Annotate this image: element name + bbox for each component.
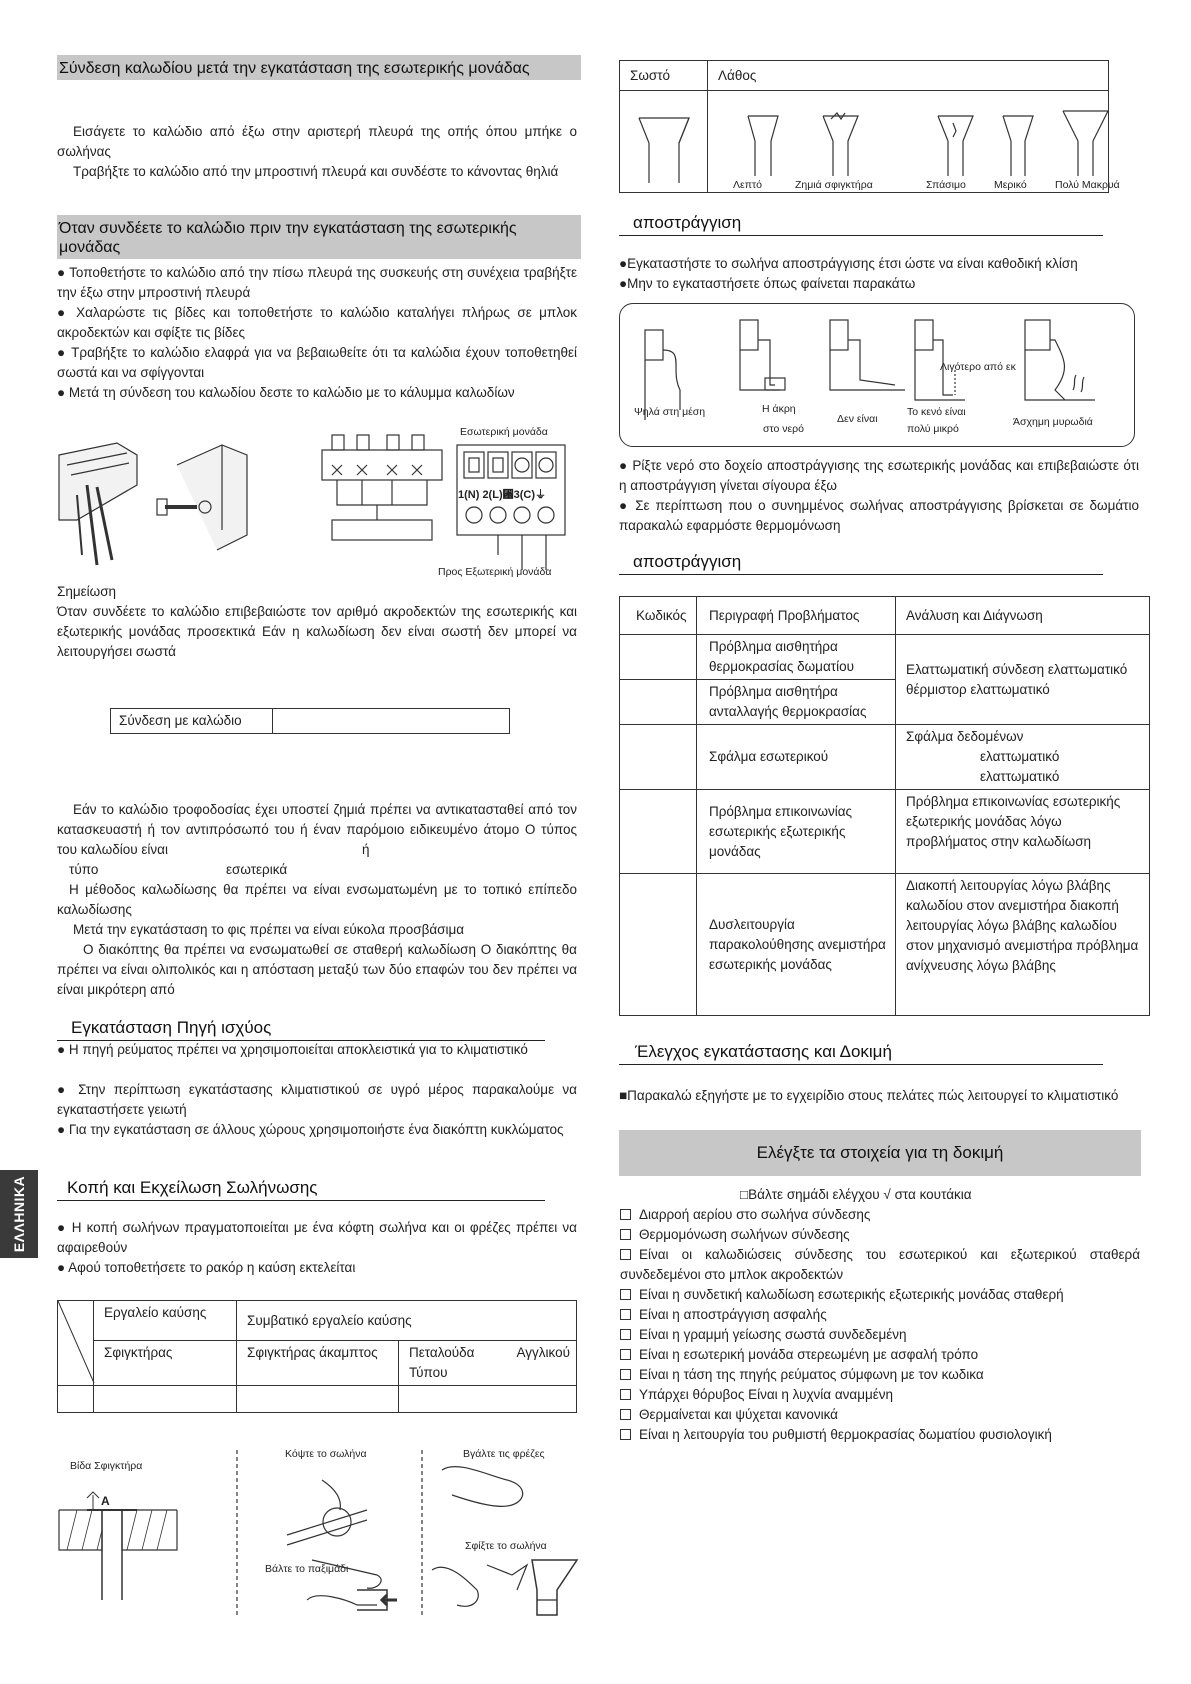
wire-connection-value [273,709,510,734]
section-title-pipe-cutting: Κοπή και Εκχείλωση Σωλήνωσης [57,1178,545,1201]
power-source-bullet-2: ● Στην περίπτωση εγκατάστασης κλιματιστικού σε υγρό μέρος παρακαλούμε να εγκαταστήσετε γειωτή [57,1082,577,1117]
tool-rigid-clamp: Σφιγκτήρας άκαμπτος [237,1341,399,1386]
err-analysis-3 [896,725,1150,790]
checkbox-8[interactable] [620,1369,631,1380]
drain-case-4 [915,320,965,400]
checkbox-2[interactable] [620,1229,631,1240]
drain-case-5 [1025,320,1095,400]
section-title-drain-1: αποστράγγιση [619,213,1103,236]
section-title-power-source: Εγκατάσταση Πηγή ισχύος [57,1018,545,1041]
checkbox-3[interactable] [620,1249,631,1260]
power-cord-text-2: Η μέθοδος καλωδίωσης θα πρέπει να είναι ενσωματωμένη με το τοπικό επίπεδο καλωδίωσης [57,882,577,917]
power-cord-or: ή [362,842,370,857]
err-code-2 [620,680,697,725]
test-checklist-header [619,1130,1141,1176]
power-cord-text-4: Ο διακόπτης θα πρέπει να ενσωματωθεί σε σταθερή καλωδίωση Ο διακόπτης θα πρέπει να είναι ολιπολικός και η απόσταση μεταξύ των δύο επαφών του δεν πρέπει να είναι μικρότερη από [57,942,577,997]
cut-pipe-label: Κόψτε το σωλήνα [285,1448,367,1460]
err-code-5 [620,874,697,1016]
err-desc-1: Πρόβλημα αισθητήρα θερμοκρασίας δωματίου [697,635,896,680]
err-header-analysis: Ανάλυση και Διάγνωση [896,597,1150,635]
check-label-10: Θερμαίνεται και ψύχεται κανονικά [639,1407,838,1422]
flare-cracked-icon [938,116,973,176]
flare-damaged-icon [823,113,858,176]
check-label-5: Είναι η αποστράγγιση ασφαλής [639,1307,827,1322]
flare-wrong-header: Λάθος [708,61,1109,91]
indoor-unit-label: Εσωτερική μονάδα [460,426,548,438]
tool-empty-0 [58,1386,94,1413]
check-item-1[interactable] [620,1205,1140,1225]
language-tab [0,1170,38,1258]
note-text: Όταν συνδέετε το καλώδιο επιβεβαιώστε τον αριθμό ακροδεκτών της εσωτερικής και εξωτερικής μονάδας προσεκτικά Εάν η καλωδίωση δεν είναι σωστή δεν μπορεί να λειτουργήσει σωστά [57,604,577,659]
check-label-6: Είναι η γραμμή γείωσης σωστά συνδεδεμένη [639,1327,907,1342]
check-label-8: Είναι η τάση της πηγής ρεύματος σύμφωνη με τον κωδικα [639,1367,984,1382]
power-source-bullet-1: ● Η πηγή ρεύματος πρέπει να χρησιμοποιείται αποκλειστικά για το κλιματιστικό [57,1042,528,1057]
power-source-bullet-3: ● Για την εγκατάσταση σε άλλους χώρους χρησιμοποιήστε ένα διακόπτη κυκλώματος [57,1122,564,1137]
tool-header-1: Εργαλείο καύσης [94,1301,237,1341]
wiring-figure [57,425,577,585]
diagonal-header-cell [58,1301,94,1386]
tool-wing-nut: Πεταλούδα Αγγλικού Τύπου [399,1341,577,1386]
remove-burrs-label: Βγάλτε τις φρέζες [463,1448,545,1460]
section-title-test: Έλεγχος εγκατάστασης και Δοκιμή [619,1042,1103,1065]
test-checklist-title: Ελέγξτε τα στοιχεία για τη δοκιμή [756,1143,1004,1162]
check-item-5[interactable] [620,1305,1140,1325]
err-code-1 [620,635,697,680]
wiring-before-bullet-3: ● Τραβήξτε το καλώδιο ελαφρά για να βεβαιωθείτε ότι τα καλώδια έχουν τοποθετηθεί σωστά και να σφίγγονται [57,345,577,380]
flare-label-partial: Μερικό [994,179,1027,191]
err-analysis-3-line-2: ελαττωματικό [980,749,1060,764]
checkbox-9[interactable] [620,1389,631,1400]
flare-too-long-icon [1063,111,1108,176]
pipe-cut-bullet-1: ● Η κοπή σωλήνων πραγματοποιείται με ένα κόφτη σωλήνα και οι φρέζες πρέπει να αφαιρεθούν [57,1220,577,1255]
check-item-3[interactable] [620,1245,1140,1285]
check-label-4: Είναι η συνδετική καλωδίωση εσωτερικής εξωτερικής μονάδας σταθερή [639,1287,1064,1302]
pipe-cut-bullet-2: ● Αφού τοποθετήσετε το ρακόρ η καύση εκτελείται [57,1260,356,1275]
divider-lines [237,1450,422,1615]
power-cord-text-1-main: Εάν το καλώδιο τροφοδοσίας έχει υποστεί ζημιά πρέπει να αντικατασταθεί από τον κατασκευαστή ή τον αντιπρόσωπό του ή έναν παρόμοιο ειδικευμένο άτομο Ο τύπος του καλωδίου είναι [57,802,577,857]
power-cord-text-3: Μετά την εγκατάσταση το φις πρέπει να είναι εύκολα προσβάσιμα [73,922,465,937]
indoor-unit-illustration [59,443,137,565]
correct-flare-icon [634,103,694,183]
tool-value-3 [399,1386,577,1413]
note-title: Σημείωση [57,584,117,599]
tool-header-2: Συμβατικό εργαλείο καύσης [237,1301,577,1341]
section-title-drain-2: αποστράγγιση [619,552,1103,575]
check-label-11: Είναι η λειτουργία του ρυθμιστή θερμοκρασίας δωματίου φυσιολογική [639,1427,1052,1442]
check-item-11[interactable] [620,1425,1160,1445]
check-item-2[interactable] [620,1225,1140,1245]
check-label-1: Διαρροή αερίου στο σωλήνα σύνδεσης [639,1207,871,1222]
check-label-3: Είναι οι καλωδιώσεις σύνδεσης του εσωτερικού και εξωτερικού σταθερά συνδεδεμένοι στο μπλοκ ακροδεκτών [620,1247,1140,1282]
drain-bullet-4: ● Σε περίπτωση που ο συνημμένος σωλήνας αποστράγγισης βρίσκεται σε δωμάτιο παρακαλώ εφαρμόστε θερμομόνωση [619,498,1139,533]
error-code-table [619,596,1150,1016]
err-desc-2: Πρόβλημα αισθητήρα ανταλλαγής θερμοκρασίας [697,680,896,725]
flare-correct-cell [620,91,708,193]
terminal-block-illustration [322,435,442,540]
check-item-10[interactable] [620,1405,1140,1425]
clamp-illustration [59,1492,177,1600]
flare-label-too-long: Πολύ Μακρυά [1055,179,1120,191]
checkbox-5[interactable] [620,1309,631,1320]
tool-value-1 [94,1386,237,1413]
err-analysis-3-line-1: Σφάλμα δεδομένων [906,729,1024,744]
insert-nut-label: Βάλτε το παξιμάδι [265,1563,349,1575]
flare-thin-icon [748,116,778,176]
terminal-numbers: 1(N) 2(L)␸3(C)⏚ [458,489,546,501]
tighten-pipe-label: Σφίξτε το σωλήνα [465,1540,547,1552]
check-label-9: Υπάρχει θόρυβος Είναι η λυχνία αναμμένη [639,1387,894,1402]
flare-label-damaged: Ζημιά σφιγκτήρα [795,179,873,191]
drain-label-in-water: στο νερό [763,423,804,435]
err-analysis-5: Διακοπή λειτουργίας λόγω βλάβης καλωδίου στον ανεμιστήρα διακοπή λειτουργίας λόγω βλάβης καλωδίου στον μηχανισμό ανεμιστήρα πρόβλημα ανίχνευσης λόγω βλάβης [896,874,1150,1016]
drain-case-2 [740,320,785,390]
flare-check-table [619,60,1109,193]
wrong-flare-icons [713,101,1113,181]
err-header-code: Κωδικός [620,597,697,635]
drain-label-gap: Το κενό είναι [907,406,966,418]
checkbox-7[interactable] [620,1349,631,1360]
err-desc-5: Δυσλειτουργία παρακολούθησης ανεμιστήρα εσωτερικής μονάδας [697,874,896,1016]
err-code-4 [620,790,697,874]
dimension-a-label: A [101,1494,110,1508]
section-title-wiring-before: Όταν συνδέετε το καλώδιο πριν την εγκατάσταση της εσωτερικής μονάδας [57,215,581,259]
wire-connection-table [110,708,510,734]
flare-label-cracked: Σπάσιμο [926,179,966,191]
checkbox-1[interactable] [620,1209,631,1220]
test-intro: ■Παρακαλώ εξηγήστε με το εγχειρίδιο στους πελάτες πώς λειτουργεί το κλιματιστικό [619,1088,1119,1103]
flare-wrong-cell [708,91,1109,193]
err-code-3 [620,725,697,790]
checklist-instruction: □Βάλτε σημάδι ελέγχου √ στα κουτάκια [740,1187,972,1202]
power-cord-type: τύπο [69,862,99,877]
section-title-wiring-after: Σύνδεση καλωδίου μετά την εγκατάσταση της εσωτερικής μονάδας [57,55,581,80]
cutter-illustration [287,1480,397,1610]
drain-bullet-3: ● Ρίξτε νερό στο δοχείο αποστράγγισης της εσωτερικής μονάδας και επιβεβαιώστε ότι η αποστράγγιση γίνεται σίγουρα έξω [619,458,1139,493]
tool-value-2 [237,1386,399,1413]
power-cord-inner: εσωτερικά [226,862,288,877]
drain-label-less-than: Λιγότερο από εκ [940,361,1016,373]
drain-bullet-2: ●Μην το εγκαταστήσετε όπως φαίνεται παρακάτω [619,276,916,291]
terminal-board-illustration [457,445,565,570]
check-item-4[interactable] [620,1285,1140,1305]
drain-label-bad-smell: Άσχημη μυρωδιά [1013,416,1093,428]
outdoor-unit-label: Προς Εξωτερική μονάδα [438,566,552,578]
flare-tool-table [57,1300,577,1413]
flare-correct-header: Σωστό [620,61,708,91]
err-analysis-3-line-3: ελαττωματικό [980,769,1060,784]
check-label-7: Είναι η εσωτερική μονάδα στερεωμένη με ασφαλή τρόπο [639,1347,979,1362]
drain-label-not: Δεν είναι [837,413,878,425]
check-item-6[interactable] [620,1325,1140,1345]
tool-clamp: Σφιγκτήρας [94,1341,237,1386]
check-item-9[interactable] [620,1385,1140,1405]
drain-label-end: Η άκρη [762,403,796,415]
flare-label-thin: Λεπτό [733,179,762,191]
drain-label-high-middle: Ψηλά στη μέση [634,406,706,418]
drain-label-too-small: πολύ μικρό [907,423,959,435]
err-desc-4: Πρόβλημα επικοινωνίας εσωτερικής εξωτερικής μονάδας [697,790,896,874]
err-header-desc: Περιγραφή Προβλήματος [697,597,896,635]
checkbox-11[interactable] [620,1429,631,1440]
diagonal-line [58,1301,94,1383]
wiring-before-bullet-2: ● Χαλαρώστε τις βίδες και τοποθετήστε το καλώδιο καταλήγει πλήρως σε μπλοκ ακροδεκτών και σφίξτε τις βίδες [57,305,577,340]
language-tab-label: ΕΛΛΗΝΙΚΑ [11,1175,27,1253]
check-item-7[interactable] [620,1345,1140,1365]
check-label-2: Θερμομόνωση σωλήνων σύνδεσης [639,1227,850,1242]
checkbox-10[interactable] [620,1409,631,1420]
checkbox-4[interactable] [620,1289,631,1300]
drain-case-3 [830,320,905,390]
clamp-screw-label: Βίδα Σφιγκτήρα [70,1460,143,1472]
wiring-after-text-2: Τραβήξτε το καλώδιο από την μπροστινή πλευρά και συνδέστε το κάνοντας θηλιά [73,164,559,179]
flare-partial-icon [1003,116,1033,176]
terminal-screw-illustration [157,445,247,550]
err-analysis-4: Πρόβλημα επικοινωνίας εσωτερικής εξωτερικής μονάδας λόγω προβλήματος στην καλωδίωση [896,790,1150,874]
wire-connection-label: Σύνδεση με καλώδιο [111,709,273,734]
checkbox-6[interactable] [620,1329,631,1340]
check-item-8[interactable] [620,1365,1140,1385]
err-desc-3: Σφάλμα εσωτερικού [697,725,896,790]
wiring-after-text-1: Εισάγετε το καλώδιο από έξω στην αριστερή πλευρά της οπής όπου μπήκε ο σωλήνας [57,124,577,159]
wiring-before-bullet-1: ● Τοποθετήστε το καλώδιο από την πίσω πλευρά της συσκευής στη συνέχεια τραβήξτε την έξω στην μπροστινή πλευρά [57,265,577,300]
err-analysis-1-2: Ελαττωματική σύνδεση ελαττωματικό θέρμιστορ ελαττωματικό [896,635,1150,725]
wiring-before-bullet-4: ● Μετά τη σύνδεση του καλωδίου δεστε το καλώδιο με το κάλυμμα καλωδίων [57,385,515,400]
power-cord-text-1 [57,800,577,860]
drain-bullet-1: ●Εγκαταστήστε το σωλήνα αποστράγγισης έτσι ώστε να είναι καθοδική κλίση [619,256,1078,271]
